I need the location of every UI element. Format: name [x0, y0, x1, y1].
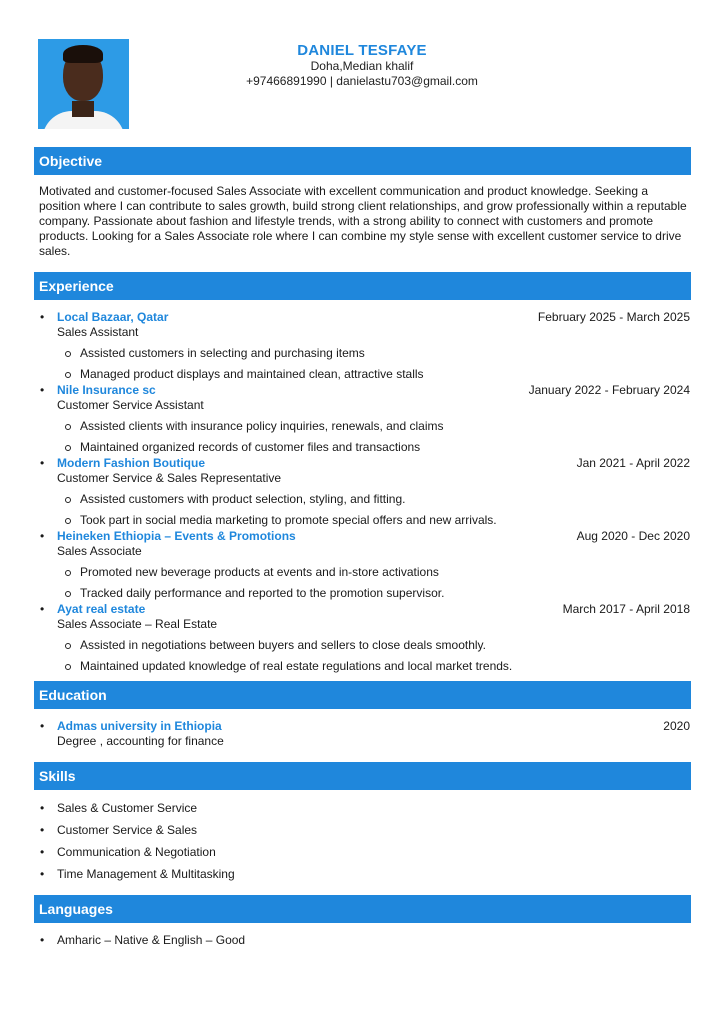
- education-degree: Degree , accounting for finance: [57, 734, 224, 748]
- education-school: Admas university in Ethiopia: [57, 719, 222, 733]
- bullet: •: [40, 529, 45, 543]
- experience-dates: Aug 2020 - Dec 2020: [576, 529, 690, 543]
- experience-point: Took part in social media marketing to promote special offers and new arrivals.: [40, 513, 690, 528]
- bullet: •: [40, 456, 45, 470]
- experience-point: Assisted customers with product selection, styling, and fitting.: [40, 492, 690, 507]
- experience-role: Customer Service Assistant: [57, 398, 204, 412]
- skill-item: • Sales & Customer Service: [40, 801, 198, 815]
- experience-entry: [40, 529, 690, 601]
- experience-role: Sales Associate: [57, 544, 142, 558]
- photo-hair: [63, 45, 103, 63]
- experience-company: Heineken Ethiopia – Events & Promotions: [57, 529, 296, 543]
- experience-point: Assisted customers in selecting and purchasing items: [40, 346, 690, 361]
- experience-company: Local Bazaar, Qatar: [57, 310, 169, 324]
- experience-dates: January 2022 - February 2024: [528, 383, 690, 397]
- languages-list: [40, 933, 245, 955]
- section-header-experience: Experience: [34, 272, 691, 300]
- profile-photo: [38, 39, 129, 129]
- experience-point: Tracked daily performance and reported to the promotion supervisor.: [40, 586, 690, 601]
- candidate-contact: +97466891990 | danielastu703@gmail.com: [246, 74, 478, 88]
- bullet: •: [40, 602, 45, 616]
- experience-company: Ayat real estate: [57, 602, 146, 616]
- experience-role: Customer Service & Sales Representative: [57, 471, 282, 485]
- education-year: 2020: [663, 719, 690, 733]
- experience-point: Assisted in negotiations between buyers and sellers to close deals smoothly.: [40, 638, 690, 653]
- education-entry: [40, 719, 690, 749]
- experience-point: Maintained organized records of customer files and transactions: [40, 440, 690, 455]
- resume-header: [200, 42, 524, 89]
- section-header-education: Education: [34, 681, 691, 709]
- experience-point: Managed product displays and maintained clean, attractive stalls: [40, 367, 690, 382]
- photo-neck: [72, 101, 94, 117]
- experience-point: Promoted new beverage products at events and in-store activations: [40, 565, 690, 580]
- skill-item: • Time Management & Multitasking: [40, 867, 235, 881]
- experience-dates: February 2025 - March 2025: [537, 310, 690, 324]
- experience-role: Sales Assistant: [57, 325, 139, 339]
- experience-point: Maintained updated knowledge of real estate regulations and local market trends.: [40, 659, 690, 674]
- section-header-languages: Languages: [34, 895, 691, 923]
- skills-list: [40, 801, 235, 889]
- candidate-address: Doha,Median khalif: [310, 59, 414, 73]
- language-item: • Amharic – Native & English – Good: [40, 933, 246, 947]
- skill-item: • Communication & Negotiation: [40, 845, 216, 859]
- experience-company: Modern Fashion Boutique: [57, 456, 205, 470]
- skill-item: • Customer Service & Sales: [40, 823, 198, 837]
- section-header-objective: Objective: [34, 147, 691, 175]
- objective-text: Motivated and customer-focused Sales Associate with excellent communication and product knowledge. Seeking a position where I can contribute to sales growth, build strong client relationships, and grow professionally within a reputable company. Passionate about fashion and lifestyle trends, with a strong ability to connect with customers and promote products. Looking for a Sales Associate role where I can combine my style sense with excellent customer service to drive sales.: [39, 184, 687, 258]
- experience-company: Nile Insurance sc: [57, 383, 156, 397]
- experience-entry: [40, 602, 690, 674]
- experience-entry: [40, 383, 690, 455]
- candidate-name: DANIEL TESFAYE: [297, 42, 427, 59]
- bullet: •: [40, 719, 45, 733]
- experience-entry: [40, 310, 690, 382]
- experience-role: Sales Associate – Real Estate: [57, 617, 218, 631]
- bullet: •: [40, 310, 45, 324]
- experience-dates: Jan 2021 - April 2022: [576, 456, 690, 470]
- section-header-skills: Skills: [34, 762, 691, 790]
- bullet: •: [40, 383, 45, 397]
- experience-point: Assisted clients with insurance policy inquiries, renewals, and claims: [40, 419, 690, 434]
- experience-dates: March 2017 - April 2018: [562, 602, 690, 616]
- experience-entry: [40, 456, 690, 528]
